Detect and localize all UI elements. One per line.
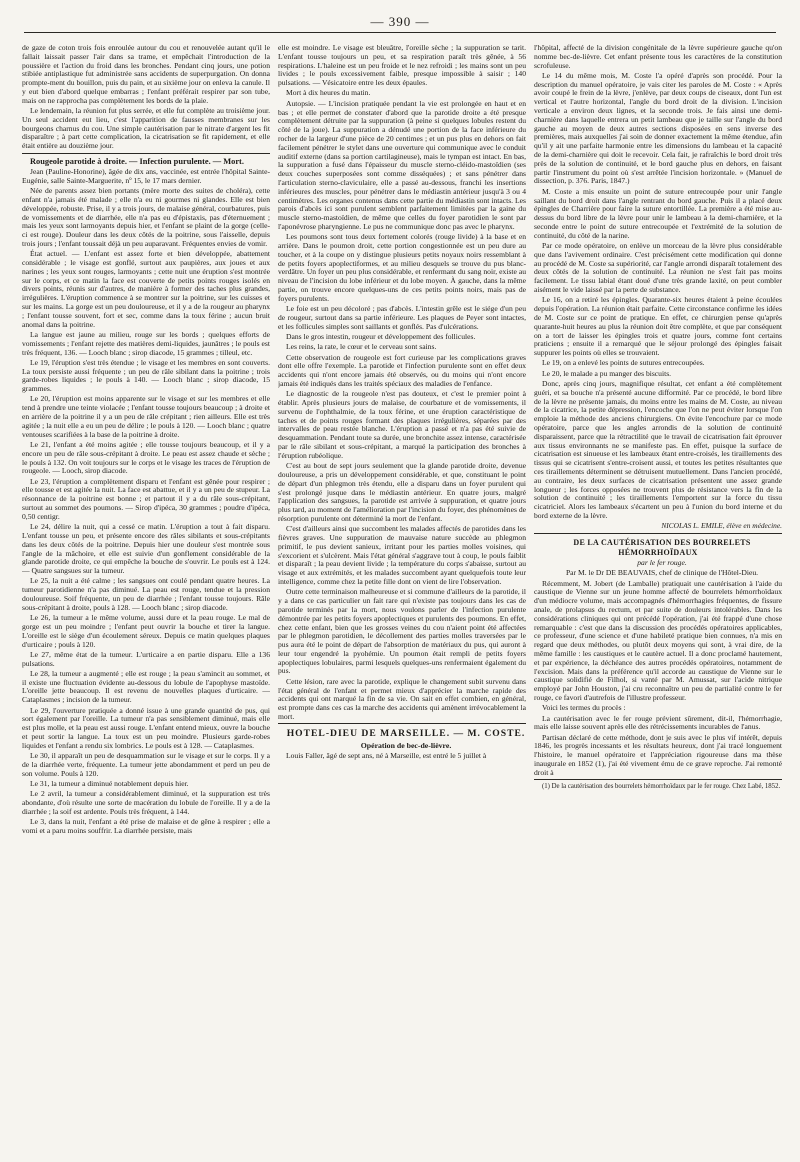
section-title: Rougeole parotide à droite. — Infection purulente. — Mort. [22, 153, 270, 167]
paragraph: Outre cette terminaison malheureuse et si commune d'ailleurs de la parotide, il y a dans ce cas particulier un fait rare qui n'existe pas toujours dans les cas de parotide terminés par la mort, nous voulons parler de l'infection purulente démontrée par les petits foyers apoplectiques et purulents des poumons. En effet, chez cette enfant, bien que les grosses veines du cou n'aient point été affectées par le phlegmon parotidien, le décollement des parties molles traversées par le pus aura été le point de départ de l'absorption de matériaux du pus, qui auront à leur tour engendré la pyohémie. Un poumon était rempli de petits foyers apoplectiques lobulaires, parmi lesquels quelques-uns renfermaient également du pus. [278, 587, 526, 676]
paragraph: Le 20, l'éruption est moins apparente sur le visage et sur les membres et elle tend à prendre une teinte violacée ; l'enfant tousse toujours beaucoup ; à droite et en arrière de la poitrine il y a un peu de râle crépitant ; rien ailleurs. Elle est très agitée ; la nuit elle a eu un peu de délire ; le pouls à 120. — Looch blanc ; quatre ventouses scarifiées à la base de la poitrine à droite. [22, 394, 270, 439]
article-heading: DE LA CAUTÉRISATION DES BOURRELETS HÉMORRHOÏDAUX [534, 533, 782, 558]
paragraph: de gaze de coton trois fois enroulée autour du cou et renouvelée autant qu'il le fallait laissait passer l'air dans sa trame, et empêchait l'introduction de la poussière et l'action du froid dans les bronches. Pendant cinq jours, une potion stibiée antiplastique fut administrée sans accidents de superpurgation. On donna prompte-ment du bouillon, puis du pain, et au sixième jour on enleva la canule. Il y eut bien d'abord quelque embarras ; l'enfant préférait respirer par son tube, mais on ne rapprocha pas complètement les bords de la plaie. [22, 44, 270, 105]
text-columns [22, 44, 782, 1154]
paragraph: Donc, après cinq jours, magnifique résultat, cet enfant a été complètement guéri, et sa bouche n'a présenté aucune difformité. Par ce procédé, le bord libre de la lèvre ne présente jamais, du moins entre les mains de M. Coste, au niveau de la cicatrice, la petite dépression, l'encoche que l'on ne peut éviter lorsque l'on emploie la méthode des anciens chirurgiens. On évite l'encochure par ce mode opératoire, parce que les angles arrondis de la solution de continuité disparaissent, parce que la rétractilité que le travail de cicatrisation fait éprouver aux tissus environnants ne se manifeste pas. En effet, puisque la surface de cicatrisation est sinueuse et les lambeaux étant entre-croisés, les tiraillements des tissus qui se cicatrisent s'entre-croisent aussi, et toutes les petites résultantes que ces tiraillements déterminent se détruisent mutuellement. Dans l'ancien procédé, au contraire, les deux surfaces de cicatrisation présentent une assez grande longueur ; les forces opposées ne trouvent plus de résistance vers la fin de la solution de continuité ; les tiraillements l'emportent sur la force du tissu cicatriciel. Alors les lambeaux s'écartent un peu à l'union du bord interne et du bord externe de la lèvre. [534, 378, 782, 520]
paragraph: l'hôpital, affecté de la division congénitale de la lèvre supérieure gauche qu'on nomme bec-de-lièvre. Cet enfant présente tous les caractères de la constitution scrofuleuse. [534, 44, 782, 70]
paragraph: Le 27, même état de la tumeur. L'urticaire a en partie disparu. Elle a 136 pulsations. [22, 649, 270, 668]
paragraph: Partisan déclaré de cette méthode, dont je suis avec le plus vif intérêt, depuis 1846, les progrès incessants et les résultats heureux, dont j'ai tracé longuement l'histoire, le manuel opératoire et l'appréciation rigoureuse dans ma thèse inaugurale en 1852 (1), j'ai été vivement ému de ce grave reproche. J'ai remonté droit à [534, 732, 782, 777]
page-number: — 390 — [370, 14, 430, 29]
paragraph: Le 2 avril, la tumeur a considérablement diminué, et la suppuration est très abondante, d'où résulte une sorte de macération du lobule de l'oreille. Il y a de la diarrhée ; la soif est ardente. Pouls très fréquent, à 144. [22, 789, 270, 816]
hospital-heading: HOTEL-DIEU DE MARSEILLE. — M. COSTE. [278, 723, 526, 740]
paragraph: La langue est jaune au milieu, rouge sur les bords ; quelques efforts de vomissements ; l'enfant rejette des matières demi-liquides, jaunâtres ; le pouls est très fréquent, 136. — Looch blanc ; sirop diacode, 15 grammes ; tilleul, etc. [22, 329, 270, 357]
paragraph: Le foie est un peu décoloré ; pas d'abcès. L'intestin grêle est le siége d'un peu de rougeur, surtout dans sa partie inférieure. Les plaques de Peyer sont intactes, et les follicules simples sont saillants et gonflés. Pas d'ulcérations. [278, 304, 526, 331]
paragraph: Le 23, l'éruption a complètement disparu et l'enfant est gênée pour respirer ; elle tousse et est agitée la nuit. La face est abattue, et il y a un peu de stupeur. La résonnance de la poitrine est bonne ; et partout il y a du râle sous-crépitant, surtout au sommet des poumons. — Sirop d'ipéca, 30 grammes ; poudre d'ipéca, 0,50 centigr. [22, 476, 270, 521]
paragraph: Le 3, dans la nuit, l'enfant a été prise de malaise et de gêne à respirer ; elle a vomi et a paru moins souffrir. La diarrhée persiste, mais [22, 817, 270, 835]
paragraph: Le diagnostic de la rougeole n'est pas douteux, et c'est le premier point à établir. Après plusieurs jours de malaise, de courbature et de vomissements, il survenu de l'ophthalmie, de la toux férine, et une éruption caractéristique de taches et de points rouges formant des plaques irrégulières, séparées par des intervalles de peau restée blanche. L'éruption a passé et n'a pas été suivie de desquammation. Pendant toute sa durée, une bronchite assez intense, caractérisée par le râle sibilant et sous-crépitant, a marqué la participation des bronches à l'éruption rubéolique. [278, 389, 526, 460]
paragraph: Les reins, la rate, le cœur et le cerveau sont sains. [286, 342, 437, 352]
paragraph: M. Coste a mis ensuite un point de suture entrecoupée pour unir l'angle saillant du bord droit dans l'angle rentrant du bord gauche. Puis il a placé deux épingles de Charrière pour faire la suture entortillée. La première a été mise au-dessus du bord libre de la lèvre pour unir le lambeau à la demi-charnière, et la seconde entre le point de suture entrecoupée et l'extrémité de la solution de continuité, du côté de la narine. [534, 186, 782, 240]
paragraph: Cette observation de rougeole est fort curieuse par les complications graves dont elle offre l'exemple. La parotide et l'infection purulente sont en effet deux accidents qui n'ont encore jamais été observés, ou du moins qui n'ont encore jamais été indiqués dans les traités spéciaux des maladies de l'enfance. [278, 352, 526, 388]
paragraph: Le 29, l'ouverture pratiquée a donné issue à une grande quantité de pus, qui sort également par l'oreille. La tumeur n'a pas sensiblement diminué, mais elle est plus molle, et la peau est aussi rouge. L'enfant entend mieux, ouvre la bouche et peut sortir la langue. La toux est un peu moindre. Plusieurs garde-robes liquides et l'enfant a rendu six lombrics. Le pouls est à 128. — Cataplasmes. [22, 705, 270, 750]
paragraph: État actuel. — L'enfant est assez forte et bien développée, abattement considérable ; le visage est gonflé, surtout aux paupières, aux joues et aux narines ; les yeux sont rouges, larmoyants ; cette nuit une éruption s'est montrée sur le corps, et ce matin la face est couverte de petits points rouges isolés en divers points, réunis sur d'autres, de manière à former des taches plus grandes, irrégulières. L'éruption commence à se montrer sur la poitrine, sur les cuisses et sur les mains. La gorge est un peu douloureuse, et il y a de la rougeur au pharynx ; l'enfant tousse souvent, fort et sec, comme dans la toux férine ; aucun bruit anomal dans la poitrine. [22, 249, 270, 329]
paragraph: Mort à dix heures du matin. [286, 88, 371, 98]
paragraph: Voici les termes du procès : [542, 703, 626, 713]
paragraph: Jean (Pauline-Honorine), âgée de dix ans, vaccinée, est entrée l'hôpital Sainte-Eugénie, salle Sainte-Marguerite, nº 15, le 17 mars dernier. [22, 167, 270, 185]
column-2 [278, 44, 526, 1154]
paragraph: Le 19, on a enlevé les points de sutures entrecoupées. [542, 358, 705, 368]
paragraph: Le 14 du même mois, M. Coste l'a opéré d'après son procédé. Pour la description du manuel opératoire, je vais citer les paroles de M. Coste : « Après avoir coupé le frein de la lèvre, j'enlève, par deux coups de ciseaux, dont l'un est vertical et l'autre horizontal, l'angle du bord droit de la division. L'incision verticale a environ deux lignes, et la seconde trois. Je fais ainsi une demi-charnière dans laquelle entrera un petit lambeau que je taille sur l'angle du bord gauche au moyen de deux autres sections disposées en sens inverse des premières, mais auxquelles j'ai soin de donner exactement la même étendue, afin qu'il y ait une parfaite harmonie entre les dimensions du lambeau et la capacité de la demi-charnière qui doit le recevoir. Cela fait, je rafraîchis le bord droit très près de la solution de continuité, et le bord gauche plus en dehors, en faisant partir l'instrument du point où s'est arrêtée l'incision horizontale. » (Manuel de dissection, p. 376. Paris, 1847.) [534, 70, 782, 186]
operation-subheading: Opération de bec-de-lièvre. [360, 740, 452, 750]
author-signature: NICOLAS L. EMILE, élève en médecine. [661, 521, 782, 531]
paragraph: Autopsie. — L'incision pratiquée pendant la vie est prolongée en haut et en bas ; et elle permet de constater d'abord que la parotide droite a été presque complètement détruite par la suppuration (à peine si quelques lobules restent du côté de la joue). La suppuration a dénudé une portion de la face inférieure du rocher de la largeur d'une pièce de 20 centimes ; et un pus plus en dehors on fait facilement pénétrer le stylet dans une ouverture qui communique avec le conduit auditif externe (dans sa portion cartilagineuse), mais le tympan est intact. En bas, la suppuration a fusé dans l'épaisseur du muscle sterno-cléido-mastoïdien (ses deux couches superposées sont comme disséquées) ; et sans pénétrer dans l'articulation sterno-claviculaire, elle a passé au-dessous, franchi les insertions inférieures des muscles, pour pénétrer dans le médiastin antérieur jusqu'à 3 ou 4 centimètres. Les organes contenus dans cette partie du médiastin sont intacts. Les parois d'abcès ici sont purulent semblent parfaitement limitées par la gaine du muscle sterno-mastoïdien, de même que celles du foyer parotidien le sont par l'aponévrose pharyngienne. Le pus ne communique donc pas avec le pharynx. [278, 98, 526, 231]
paragraph: Le 26, la tumeur a le même volume, aussi dure et la peau rouge. Le mal de gorge est un peu moindre ; l'enfant peut ouvrir la bouche et tirer la langue. L'oreille est le siège d'un écoulement séreux. Depuis ce matin quelques plaques d'urticaire ; pouls à 120. [22, 613, 270, 649]
article-subheading: par le fer rouge. [637, 558, 687, 568]
paragraph: Le 21, l'enfant a été moins agitée ; elle tousse toujours beaucoup, et il y a encore un peu de râle sous-crépitant à droite. Le peau est assez chaude et sèche ; le pouls à 132. On voit toujours sur le corps et le visage les traces de l'éruption de rougeole. — Looch, sirop diacode. [22, 439, 270, 476]
paragraph: Par ce mode opératoire, on enlève un morceau de la lèvre plus considérable que dans l'avivement ordinaire. C'est précisément cette modification qui donne au procédé de M. Coste sa supériorité, car l'angle arrondi disparaît totalement des deux côtés de la solution de continuité. La réunion ne s'est fait pas moins facilement. Le tissu labial étant doué d'une très grande laxité, on peut combler aisément le vide laissé par la perte de substance. [534, 241, 782, 295]
page-header [24, 10, 776, 33]
paragraph: Louis Faller, âgé de sept ans, né à Marseille, est entré le 5 juillet à [286, 751, 487, 761]
paragraph: Cette lésion, rare avec la parotide, explique le changement subit survenu dans l'état général de l'enfant et permet mieux d'apprécier la marche rapide des accidents qui ont marqué la fin de sa vie. On sait en effet combien, en général, est prompte dans ces cas la marche des accidents qui amènent irrévocablement la mort. [278, 676, 526, 721]
column-1 [22, 44, 270, 1154]
paragraph: Le 20, le malade a pu manger des biscuits. [542, 368, 672, 378]
column-3 [534, 44, 782, 1154]
paragraph: Les poumons sont tous deux fortement colorés (rouge livide) à la base et en arrière. Dans le poumon droit, cette portion congestionnée est un peu dure au toucher, et à la coupe on y distingue plusieurs petits noyaux noirs ressemblant à de petits foyers apoplectiformes, et au milieu desquels se trouve du pus blanc-verdâtre. Un foyer un peu plus considérable, et renfermant du sang noir, existe au niveau de l'incision du lobe inférieur et du lobe moyen. À gauche, dans la même partie, on trouve encore quelques-uns de ces petits points noirs, mais pas de foyers purulents. [278, 232, 526, 303]
paragraph: Récemment, M. Jobert (de Lamballe) pratiquait une cautérisation à l'aide du caustique de Vienne sur un jeune homme affecté de bourrelets hémorrhoïdaux d'un médiocre volume, mais accompagnés d'hémorrhagies fréquentes, de fissure anale, de prolapsus du rectum, et par suite de douleurs intolérables. Dans les considérations cliniques qui ont précédé l'opération, j'ai été frappé d'une chose remarquable : c'est que dans la discussion des procédés opératoires applicables, ce professeur, d'une science et d'une habileté pratique bien connues, n'a mis en regard que deux méthodes, ou plutôt deux moyens qui sont, à vrai dire, de la même famille : les caustiques et le cautère actuel. Il a donc proclamé hautement, et par expérience, la déchéance des autres procédés opératoires, notamment de l'excision. Mais dans la préférence qu'il accorde au caustique de Vienne sur le caustique solidifié de Filhol, si vanté par M. Amussat, sur l'acide nitrique employé par John Houston, j'ai cru reconnaître un peu de partialité contre le fer rouge, ce favori d'autrefois de l'illustre professeur. [534, 578, 782, 702]
paragraph: Née de parents assez bien portants (mère morte des suites de choléra), cette enfant n'a jamais été malade ; elle n'a eu ni gourmes ni glandes. Elle est bien développée, robuste. Prise, il y a trois jours, de malaise général, courbatures, puis de vomissements et de diarrhée, elle n'a pas eu d'épistaxis, pas d'éternuement ; mais les yeux sont larmoyants depuis hier, et l'enfant se plaint de la gorge (celle-ci est rouge). Douleur dans les deux côtés de la poitrine, sous l'aisselle, depuis trois jours ; l'enfant toussait déjà un peu auparavant. Fréquentes envies de vomir. [22, 186, 270, 248]
paragraph: elle est moindre. Le visage est bleuâtre, l'oreille sèche ; la suppuration se tarit. L'enfant tousse toujours un peu, et sa respiration paraît très gênée, à 56 respirations. L'haleine est un peu froide et le nez refroidi ; les mains sont un peu livides ; le pouls excessivement faible, presque impossible à saisir ; 140 pulsations. — Vésicatoire entre les deux épaules. [278, 44, 526, 88]
paragraph: Le 30, il apparaît un peu de desquammation sur le visage et sur le corps. Il y a de la diarrhée verte, fréquente. La tumeur jette abondamment et perd un peu de son volume. Pouls à 120. [22, 751, 270, 778]
paragraph: Le 24, délire la nuit, qui a cessé ce matin. L'éruption a tout à fait disparu. L'enfant tousse un peu, et présente encore des râles sibilants et sous-crépitants dans les deux côtés de la poitrine. Depuis hier une douleur s'est montrée sous l'angle de la mâchoire, et elle est suivie d'un gonflement considérable de la glande parotide droite, ce qui empêche la bouche de s'ouvrir. Le pouls est à 124. — Quatre sangsues sur la tumeur. [22, 522, 270, 576]
paragraph: Le 25, la nuit a été calme ; les sangsues ont coulé pendant quatre heures. La tumeur parotidienne n'a pas diminué. La peau est rouge, tendue et la pression douloureuse. Soif fréquente, un peu de diarrhée ; l'enfant tousse toujours. Râle sous-crépitant à droite, pouls à 128. — Looch blanc ; sirop diacode. [22, 576, 270, 612]
paragraph: Le 19, l'éruption s'est très étendue ; le visage et les membres en sont couverts. La toux persiste aussi fréquente ; un peu de râle sibilant dans la poitrine ; trois garde-robes liquides ; le pouls à 140. — Looch blanc ; sirop diacode, 15 grammes. [22, 357, 270, 394]
paragraph: C'est au bout de sept jours seulement que la glande parotide droite, devenue douloureuse, a pris un développement considérable, et que, constituant le point de départ d'un phlegmon très étendu, elle a disparu dans un foyer purulent qui s'est prolongé jusque dans le médiastin antérieur. En quatre jours, malgré l'application des sangsues, la parotide est arrivée à suppuration, et quatre jours plus tard, au moment de l'amélioration par l'incision du foyer, des phénomènes de résorption purulente ont déterminé la mort de l'enfant. [278, 461, 526, 523]
footnote: (1) De la cautérisation des bourrelets hémorrhoïdaux par le fer rouge. Chez Labé, 1852. [534, 779, 782, 791]
article-byline: Par M. le Dr DE BEAUVAIS, chef de clinique de l'Hôtel-Dieu. [565, 568, 759, 578]
paragraph: Le lendemain, la réunion fut plus serrée, et elle fut complète au troisième jour. Un seul accident eut lieu, c'est l'apparition de fausses membranes sur les bourgeons charnus du cou. Une simple cautérisation par le nitrate d'argent les fit disparaître ; à part cette complication, la cicatrisation se fit rapidement, et elle était entière au douzième jour. [22, 106, 270, 151]
paragraph: La cautérisation avec le fer rouge prévient sûrement, dit-il, l'hémorrhagie, mais elle laisse souvent après elle des rétrécissements incurables de l'anus. [534, 713, 782, 732]
paragraph: C'est d'ailleurs ainsi que succombent les malades affectés de parotides dans les fièvres graves. Une suppuration de mauvaise nature succède au phlegmon primitif, le pus devient sanieux, irritant pour les parties molles voisines, qui s'excorient et s'ulcèrent. Mais l'état général s'aggrave tout à coup, le pouls faiblit et disparaît ; la peau devient livide ; la température du corps s'abaisse, surtout au visage et aux extrémités, et les malades succombent ayant quelquefois toute leur intelligence, comme chez la petite fille dont on vient de lire l'observation. [278, 524, 526, 587]
paragraph: Le 16, on a retiré les épingles. Quarante-six heures étaient à peine écoulées depuis l'opération. La réunion était parfaite. Cette circonstance confirme les idées de M. Coste sur ce point de pratique. En effet, ce chirurgien pense qu'après quarante-huit heures au plus la réunion doit être complète, et que par conséquent on a tort de laisser les épingles trois et quatre jours, comme font certains praticiens ; ensuite il a remarqué que le séjour prolongé des épingles faisait suppurer les points où elles se trouvaient. [534, 295, 782, 358]
paragraph: Dans le gros intestin, rougeur et développement des follicules. [286, 332, 476, 341]
paragraph: Le 28, la tumeur a augmenté ; elle est rouge ; la peau s'amincit au sommet, et il existe une fluctuation évidente au-dessous du lobule de l'apophyse mastoïde. L'oreille jette beaucoup. Il est revenu de nouvelles plaques d'urticaire. — Cataplasmes ; incision de la tumeur. [22, 668, 270, 705]
paragraph: Le 31, la tumeur a diminué notablement depuis hier. [30, 778, 189, 788]
